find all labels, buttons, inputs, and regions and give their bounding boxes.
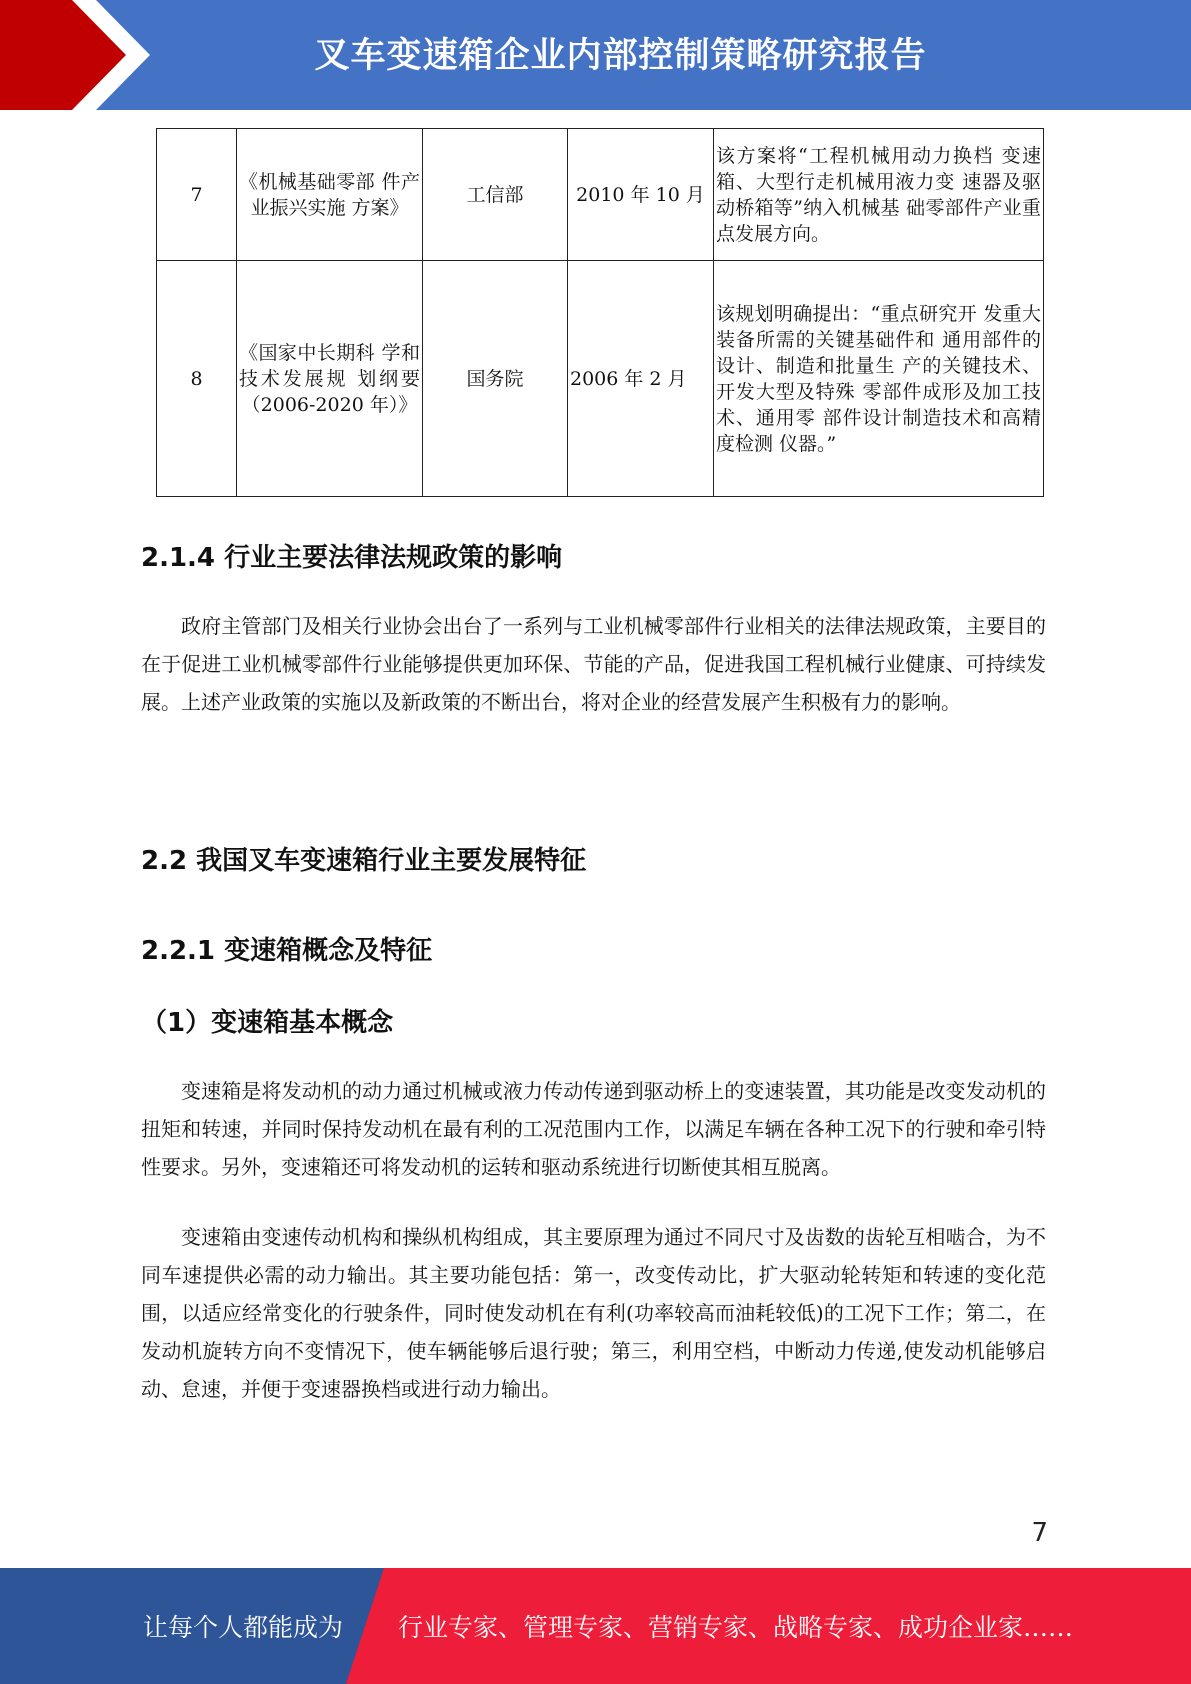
header-title: 叉车变速箱企业内部控制策略研究报告 — [314, 36, 927, 76]
page-header — [0, 0, 1191, 110]
subsection-heading: （1）变速箱基本概念 — [141, 1008, 394, 1038]
policy-name: 《机械基础零部 件产业振兴实施 方案》 — [237, 129, 423, 261]
section-heading-2-2: 2.2 我国叉车变速箱行业主要发展特征 — [141, 846, 587, 876]
section-paragraph: 政府主管部门及相关行业协会出台了一系列与工业机械零部件行业相关的法律法规政策，主要目的在于促进工业机械零部件行业能够提供更加环保、节能的产品，促进我国工程机械行业健康、可持续发展。上述产业政策的实施以及新政策的不断出台，将对企业的经营发展产生积极有力的影响。 — [141, 614, 1046, 714]
section-heading-2-1-4: 2.1.4 行业主要法律法规政策的影响 — [141, 543, 563, 573]
issue-date: 2006 年 2 月 — [568, 261, 714, 497]
issue-date: 2010 年 10 月 — [568, 129, 714, 261]
row-number: 7 — [157, 129, 237, 261]
policy-name: 《国家中长期科 学和技术发展规 划纲要（2006-2020 年）》 — [237, 261, 423, 497]
table-row — [157, 129, 1044, 261]
policy-table — [156, 128, 1044, 497]
footer-slogan-right: 行业专家、管理专家、营销专家、战略专家、成功企业家…… — [398, 1613, 1074, 1642]
page-number: 7 — [1031, 1518, 1048, 1548]
section-paragraph: 变速箱由变速传动机构和操纵机构组成，其主要原理为通过不同尺寸及齿数的齿轮互相啮合，为不同车速提供必需的动力输出。其主要功能包括：第一，改变传动比，扩大驱动轮转矩和转速的变化范围，以适应经常变化的行驶条件，同时使发动机在有利(功率较高而油耗较低)的工况下工作；第二，在发动机旋转方向不变情况下，使车辆能够后退行驶；第三，利用空档，中断动力传递,使发动机能够启动、怠速，并便于变速器换档或进行动力输出。 — [141, 1225, 1046, 1401]
policy-description: 该规划明确提出：“重点研究开 发重大装备所需的关键基础件和 通用部件的设计、制造和批量生 产的关键技术、开发大型及特殊 零部件成形及加工技术、通用零 部件设计制造技术和高精度检测 仪器。” — [714, 261, 1044, 497]
issuing-department: 国务院 — [423, 261, 568, 497]
footer-slogan-left: 让每个人都能成为 — [143, 1613, 344, 1642]
section-paragraph: 变速箱是将发动机的动力通过机械或液力传动传递到驱动桥上的变速装置，其功能是改变发动机的扭矩和转速，并同时保持发动机在最有利的工况范围内工作，以满足车辆在各种工况下的行驶和牵引特性要求。另外，变速箱还可将发动机的运转和驱动系统进行切断使其相互脱离。 — [141, 1079, 1046, 1179]
table-row — [157, 261, 1044, 497]
row-number: 8 — [157, 261, 237, 497]
policy-description: 该方案将“工程机械用动力换档 变速箱、大型行走机械用液力变 速器及驱动桥箱等”纳入机械基 础零部件产业重点发展方向。 — [714, 129, 1044, 261]
section-heading-2-2-1: 2.2.1 变速箱概念及特征 — [141, 936, 433, 966]
issuing-department: 工信部 — [423, 129, 568, 261]
page-footer — [0, 1568, 1191, 1684]
